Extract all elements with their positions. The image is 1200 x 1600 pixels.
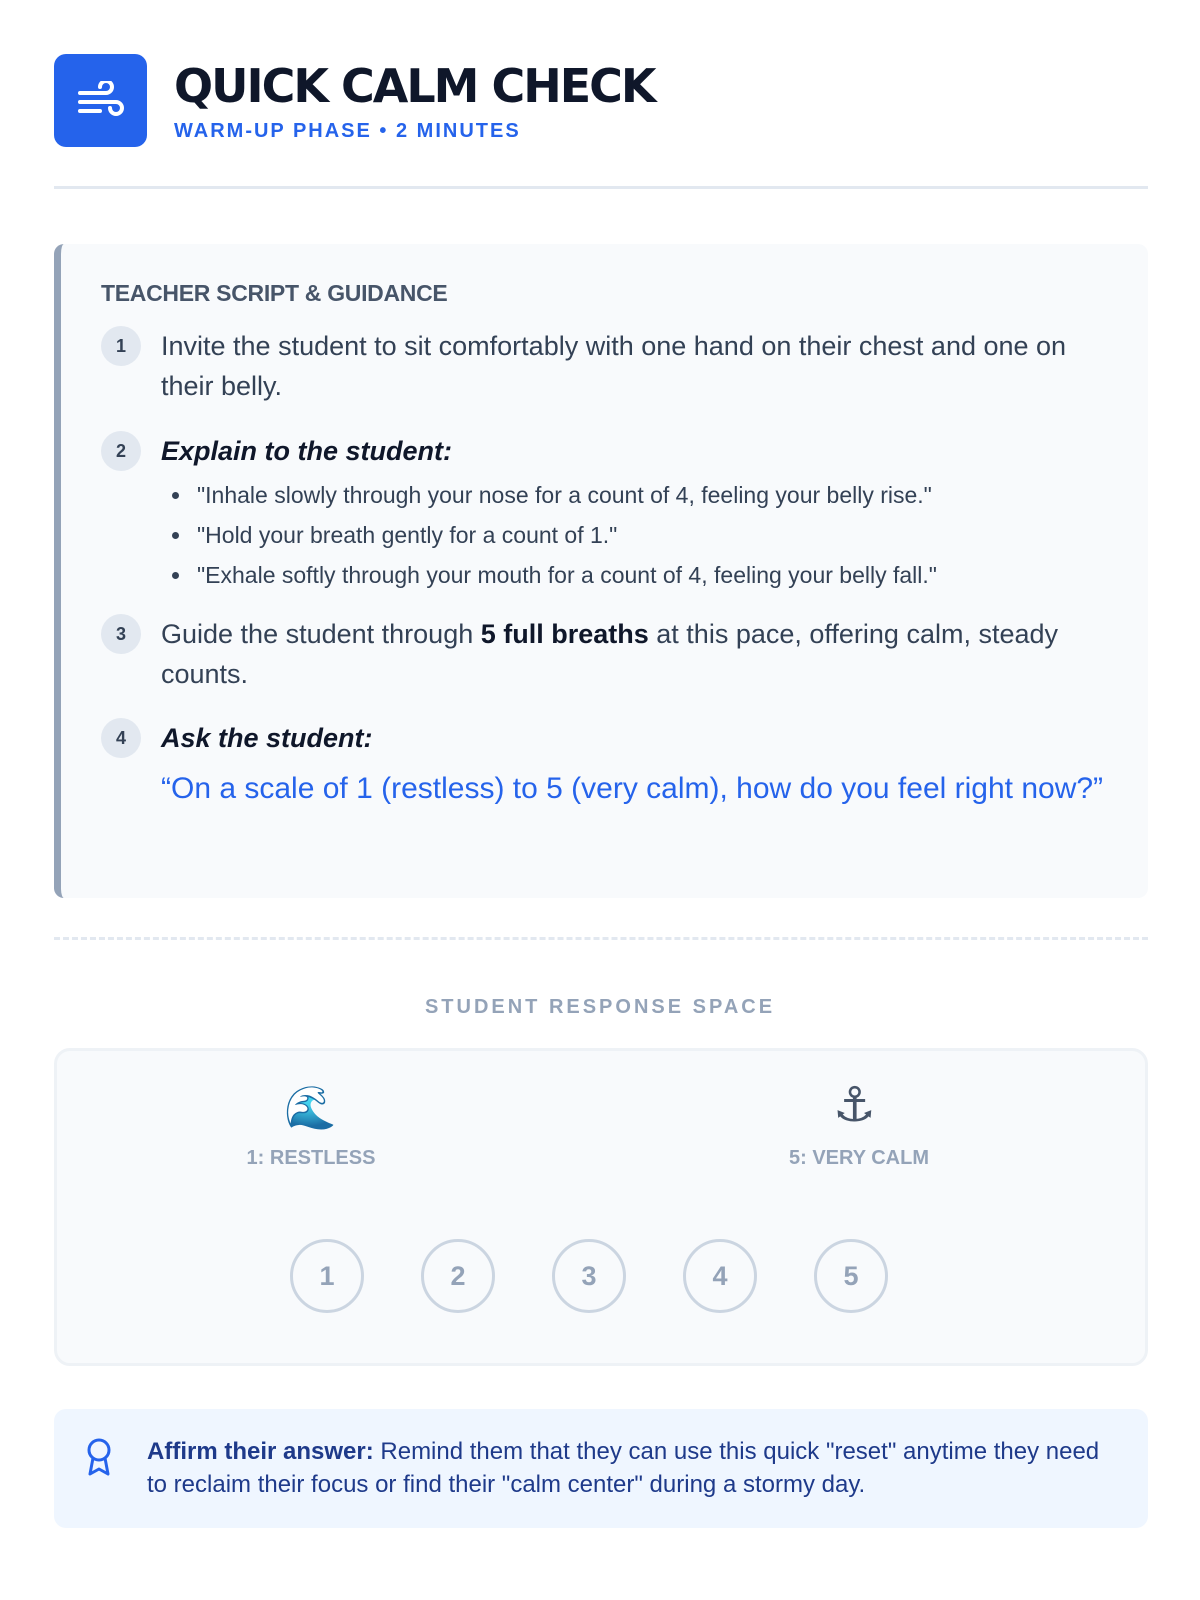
scale-high-label: 5: VERY CALM [788, 1147, 930, 1169]
page-subtitle: WARM-UP PHASE • 2 MINUTES [174, 119, 521, 142]
callout-text: Affirm their answer: Remind them that they can use this quick "reset" anytime they need to reclaim their focus or find their "calm center" during a stormy day. [147, 1438, 1100, 1498]
breathing-instructions [161, 475, 1121, 595]
breath-count: 5 full breaths [480, 619, 649, 649]
page-title: QUICK CALM CHECK [174, 58, 655, 113]
list-item: • "Inhale slowly through your nose for a count of 4, feeling your belly rise." [193, 475, 1121, 515]
response-space [54, 1048, 1148, 1366]
rating-option-1[interactable]: 1 [290, 1239, 364, 1313]
script-step-2 [101, 431, 1121, 595]
rating-option-4[interactable]: 4 [683, 1239, 757, 1313]
step-number: 2 [101, 431, 141, 471]
step-number: 4 [101, 718, 141, 758]
step-number: 1 [101, 326, 141, 366]
step-text: Invite the student to sit comfortably with one hand on their chest and one on their belly. [161, 331, 1067, 401]
step-lead: Explain to the student: [161, 436, 453, 466]
callout-lead: Affirm their answer: [147, 1438, 374, 1465]
script-step-1 [101, 326, 1121, 406]
list-item: • "Hold your breath gently for a count of 1." [193, 515, 1121, 555]
header [54, 54, 655, 147]
header-divider [54, 186, 1148, 189]
affirm-callout [54, 1409, 1148, 1528]
anchor-icon: ⚓ [833, 1079, 877, 1132]
list-item: • "Exhale softly through your mouth for a count of 4, feeling your belly fall." [193, 555, 1121, 595]
step-lead: Ask the student: [161, 723, 373, 753]
step-number: 3 [101, 614, 141, 654]
section-divider [54, 937, 1148, 940]
response-label: STUDENT RESPONSE SPACE [424, 996, 776, 1018]
script-heading: TEACHER SCRIPT & GUIDANCE [101, 280, 448, 306]
script-step-3 [101, 614, 1121, 694]
award-ribbon-icon [84, 1437, 114, 1482]
rating-option-5[interactable]: 5 [814, 1239, 888, 1313]
rating-option-3[interactable]: 3 [552, 1239, 626, 1313]
rating-option-2[interactable]: 2 [421, 1239, 495, 1313]
teacher-script-panel [54, 244, 1148, 898]
question-quote: “On a scale of 1 (restless) to 5 (very calm), how do you feel right now?” [161, 772, 1104, 805]
step-text: Guide the student through 5 full breaths at this pace, offering calm, steady counts. [161, 619, 1058, 689]
wave-icon: 🌊 [284, 1084, 337, 1131]
scale-low-label: 1: RESTLESS [246, 1147, 376, 1169]
script-step-4 [101, 718, 1121, 812]
wind-icon [54, 54, 147, 147]
